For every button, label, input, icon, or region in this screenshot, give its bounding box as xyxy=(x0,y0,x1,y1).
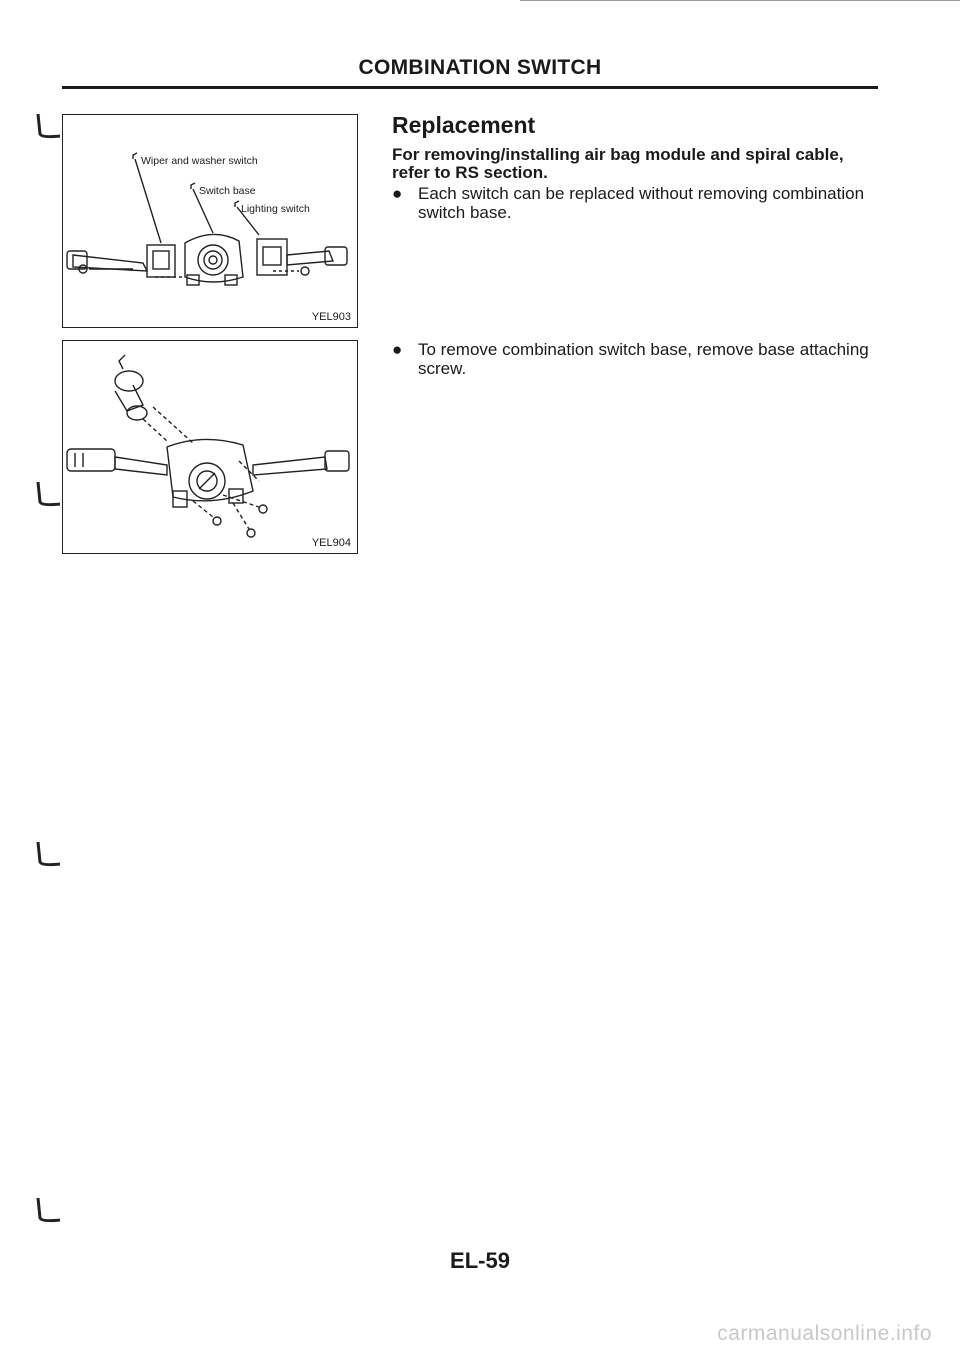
section-heading: Replacement xyxy=(392,112,536,138)
title-rule xyxy=(62,86,878,89)
margin-mark-4 xyxy=(34,1196,64,1226)
page-title: COMBINATION SWITCH xyxy=(358,56,602,79)
bullet-dot-icon: ● xyxy=(392,340,403,359)
margin-mark-3 xyxy=(34,840,64,870)
bullet-text: Each switch can be replaced without removing combination switch base. xyxy=(418,184,865,222)
bullet-dot-icon: ● xyxy=(392,184,403,203)
top-edge-line xyxy=(520,0,960,1)
bullet-item xyxy=(392,184,882,224)
page-number: EL-59 xyxy=(450,1248,510,1273)
figure-id: YEL903 xyxy=(311,311,351,323)
margin-mark-1 xyxy=(34,112,64,142)
air-bag-note: For removing/installing air bag module and spiral cable, refer to RS section. xyxy=(392,145,844,182)
figure-id: YEL904 xyxy=(311,537,351,549)
switch-base-removal-illustration xyxy=(63,341,357,553)
figure-yel903 xyxy=(62,114,358,328)
bullet-item xyxy=(392,340,882,380)
figure-yel904 xyxy=(62,340,358,554)
margin-mark-2 xyxy=(34,480,64,510)
watermark: carmanualsonline.info xyxy=(717,1322,932,1345)
bullet-text: To remove combination switch base, remove base attaching screw. xyxy=(418,340,869,378)
callout-lighting-switch: Lighting switch xyxy=(241,203,310,215)
callout-wiper-washer-switch: Wiper and washer switch xyxy=(141,155,258,167)
callout-switch-base: Switch base xyxy=(199,185,256,197)
switch-exploded-illustration xyxy=(63,115,357,327)
